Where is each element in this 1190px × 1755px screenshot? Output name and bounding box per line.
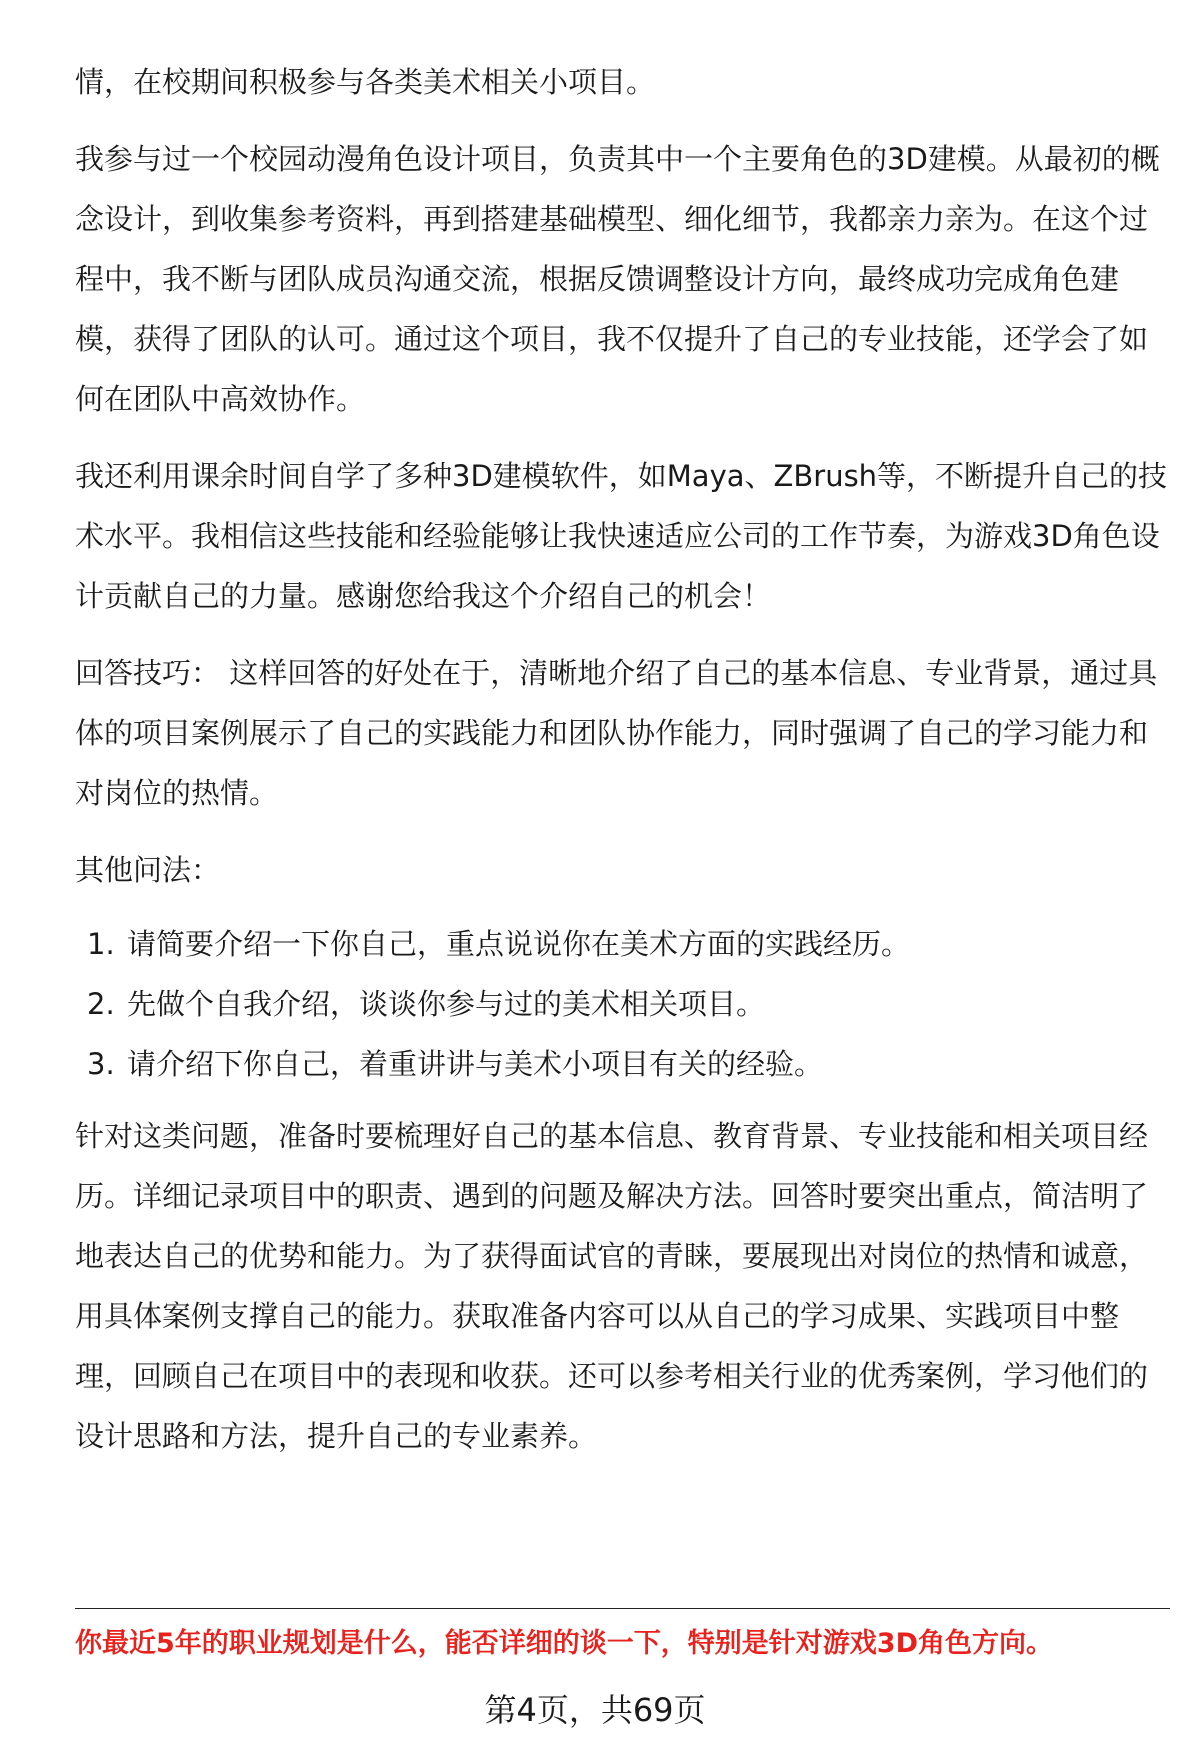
list-item <box>75 1034 1170 1094</box>
list-item-text: 请简要介绍一下你自己，重点说说你在美术方面的实践经历。 <box>127 927 911 961</box>
list-item-number: 1. <box>87 927 115 961</box>
paragraph-continuation: 情，在校期间积极参与各类美术相关小项目。 <box>75 65 656 99</box>
paragraph-project-experience: 我参与过一个校园动漫角色设计项目，负责其中一个主要角色的3D建模。从最初的概念设计，到收集参考资料，再到搭建基础模型、细化细节，我都亲力亲为。在这个过程中，我不断与团队成员沟通交流，根据反馈调整设计方向，最终成功完成角色建模，获得了团队的认可。通过这个项目，我不仅提升了自己的专业技能，还学会了如何在团队中高效协作。 <box>75 142 1160 416</box>
paragraph-self-study: 我还利用课余时间自学了多种3D建模软件，如Maya、ZBrush等，不断提升自己的技术水平。我相信这些技能和经验能够让我快速适应公司的工作节奏，为游戏3D角色设计贡献自己的力量。感谢您给我这个介绍自己的机会！ <box>75 459 1168 613</box>
section-divider <box>75 1608 1170 1609</box>
list-item <box>75 974 1170 1034</box>
list-item-text: 请介绍下你自己，着重讲讲与美术小项目有关的经验。 <box>127 1047 824 1081</box>
paragraph-preparation-advice: 针对这类问题，准备时要梳理好自己的基本信息、教育背景、专业技能和相关项目经历。详细记录项目中的职责、遇到的问题及解决方法。回答时要突出重点，简洁明了地表达自己的优势和能力。为了获得面试官的青睐，要展现出对岗位的热情和诚意，用具体案例支撑自己的能力。获取准备内容可以从自己的学习成果、实践项目中整理，回顾自己在项目中的表现和收获。还可以参考相关行业的优秀案例，学习他们的设计思路和方法，提升自己的专业素养。 <box>75 1119 1149 1453</box>
page-number: 第4页，共69页 <box>484 1691 706 1729</box>
paragraph-other-phrasings-heading: 其他问法： <box>75 853 221 887</box>
list-item-number: 2. <box>87 987 115 1021</box>
list-item <box>75 914 1170 974</box>
next-question-heading: 你最近5年的职业规划是什么，能否详细的谈一下，特别是针对游戏3D角色方向。 <box>75 1628 1053 1659</box>
page-content <box>75 52 1170 1483</box>
list-item-number: 3. <box>87 1047 115 1081</box>
list-item-text: 先做个自我介绍，谈谈你参与过的美术相关项目。 <box>127 987 766 1021</box>
paragraph-answer-tips: 回答技巧： 这样回答的好处在于，清晰地介绍了自己的基本信息、专业背景，通过具体的项目案例展示了自己的实践能力和团队协作能力，同时强调了自己的学习能力和对岗位的热情。 <box>75 656 1158 810</box>
other-questions-list <box>75 914 1170 1094</box>
